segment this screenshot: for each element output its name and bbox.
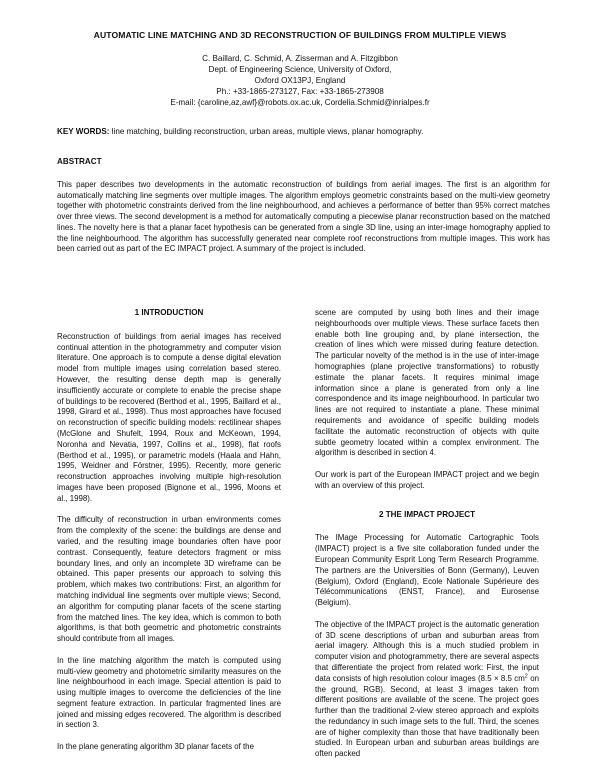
paper-title: AUTOMATIC LINE MATCHING AND 3D RECONSTRUCTION OF BUILDINGS FROM MULTIPLE VIEWS xyxy=(93,30,507,40)
abstract-heading: ABSTRACT xyxy=(57,157,102,166)
right-column xyxy=(315,308,539,771)
paragraph: Reconstruction of buildings from aerial images has received continual attention in the photogrammetry and computer vision literature. One approach is to compute a dense digital elevation model from multiple images using correlation based stereo. However, the resulting dense depth map is generally insufficiently accurate or complete to enable the precise shape of buildings to be recovered (Berthod et al., 1995, Baillard et al., 1998, Girard et al., 1998). Thus most approaches have focused on reconstruction of specific building models: rectilinear shapes (McGlone and Shufelt, 1994, Roux and McKeown, 1994, Noronha and Nevatia, 1997, Collins et al., 1998), flat roofs (Berthod et al., 1995), or parametric models (Haala and Hahn, 1995, Weidner and Förstner, 1995). Recently, more generic reconstruction approaches involving multiple high-resolution images have been proposed (Bignone et al., 1996, Moons et al., 1998). xyxy=(57,331,281,503)
keywords xyxy=(57,127,557,136)
paragraph: The difficulty of reconstruction in urban environments comes from the complexity of the scene: the buildings are dense and varied, and the resulting image boundaries often have poor contrast. Consequently, feature detectors fragment or miss boundary lines, and only an incomplete 3D wireframe can be obtained. This paper presents our approach to solving this problem, which makes two contributions: First, an algorithm for matching individual line segments over multiple views; Second, an algorithm for computing planar facets of the scene starting from the matched lines. The key idea, which is common to both algorithms, is that both geometric and photometric constraints should contribute from all images. xyxy=(57,515,281,644)
section-heading-introduction: 1 INTRODUCTION xyxy=(134,308,204,317)
left-column xyxy=(57,308,281,764)
paragraph: In the plane generating algorithm 3D planar facets of the xyxy=(57,742,254,752)
superscript: 2 xyxy=(524,673,528,680)
phone-fax: Ph.: +33-1865-273127, Fax: +33-1865-273908 xyxy=(216,87,384,96)
email: E-mail: {caroline,az,awf}@robots.ox.ac.uk, Cordelia.Schmid@inrialpes.fr xyxy=(170,98,430,107)
paragraph: scene are computed by using both lines and their image neighbourhoods over multiple views. These surface facets then enable both line grouping and, by plane intersection, the creation of lines which were missed during feature detection. The particular novelty of the method is in the use of inter-image homographies (plane projective transformations) to robustly estimate the planar facets. It requires minimal image information since a plane is generated from only a line correspondence and its image neighbourhood. In particular two lines are not required to instantiate a plane. These minimal requirements and avoidance of specific building models facilitate the automatic reconstruction of objects with quite subtle geometry located within a complex environment. The algorithm is described in section 4. xyxy=(315,308,539,458)
author-names: C. Baillard, C. Schmid, A. Zisserman and A. Fitzgibbon xyxy=(202,54,398,63)
paragraph: Our work is part of the European IMPACT project and we begin with an overview of this project. xyxy=(315,469,539,490)
paragraph-part: on the ground, RGB). Second, at least 3 images taken from different positions are available of the scene. The project goes further than the traditional 2-view stereo approach and exploits the redundancy in such image sets to the full. Third, the scenes are of higher complexity than those that have traditionally been studied. In European urban and suburban areas buildings are often packed xyxy=(315,673,539,759)
paragraph: In the line matching algorithm the match is computed using multi-view geometry and photometric similarity measures on the line neighbourhood in each image. Special attention is paid to using multiple images to overcome the deficiencies of the line segment feature extraction. In particular fragmented lines are joined and missing edges recovered. The algorithm is described in section 3. xyxy=(57,655,281,730)
author-block xyxy=(0,53,600,108)
paragraph: The IMage Processing for Automatic Cartographic Tools (IMPACT) project is a five site collaboration funded under the European Community Esprit Long Term Research Programme. The partners are the Universities of Bonn (Germany), Leuven (Belgium), Oxford (England), Ecole Nationale Supérieure des Télécommunications (ENST, France), and Eurosense (Belgium). xyxy=(315,533,539,608)
paragraph xyxy=(315,620,539,760)
abstract-text: This paper describes two developments in the automatic reconstruction of buildings from aerial images. The first is an algorithm for automatically matching line segments over multiple images. The algorithm employs geometric constraints based on the multi-view geometry together with photometric constraints derived from the line neighbourhood, and achieves a performance of better than 95% correct matches over three views. The second development is a method for automatically computing a piecewise planar reconstruction based on the matched lines. The novelty here is that a planar facet hypothesis can be generated from a single 3D line, using an inter-image homography applied to the line neighbourhood. The algorithm has successfully generated near complete roof reconstructions from multiple images. This work has been carried out as part of the EC IMPACT project. A summary of the project is included. xyxy=(57,180,550,254)
affiliation: Dept. of Engineering Science, University of Oxford, xyxy=(208,65,392,74)
section-heading-impact: 2 THE IMPACT PROJECT xyxy=(378,509,476,519)
address: Oxford OX13PJ, England xyxy=(254,76,346,85)
keywords-text: line matching, building reconstruction, urban areas, multiple views, planar homography. xyxy=(111,127,424,136)
paragraph-part: The objective of the IMPACT project is the automatic generation of 3D scene descriptions of urban and suburban areas from aerial imagery. Although this is a much studied problem in computer vision and photogrammetry, there are several aspects that differentiate the project from related work: First, the input data consists of high resolution colour images (8.5 × 8.5 cm xyxy=(315,619,539,683)
keywords-label: KEY WORDS: xyxy=(57,127,110,136)
